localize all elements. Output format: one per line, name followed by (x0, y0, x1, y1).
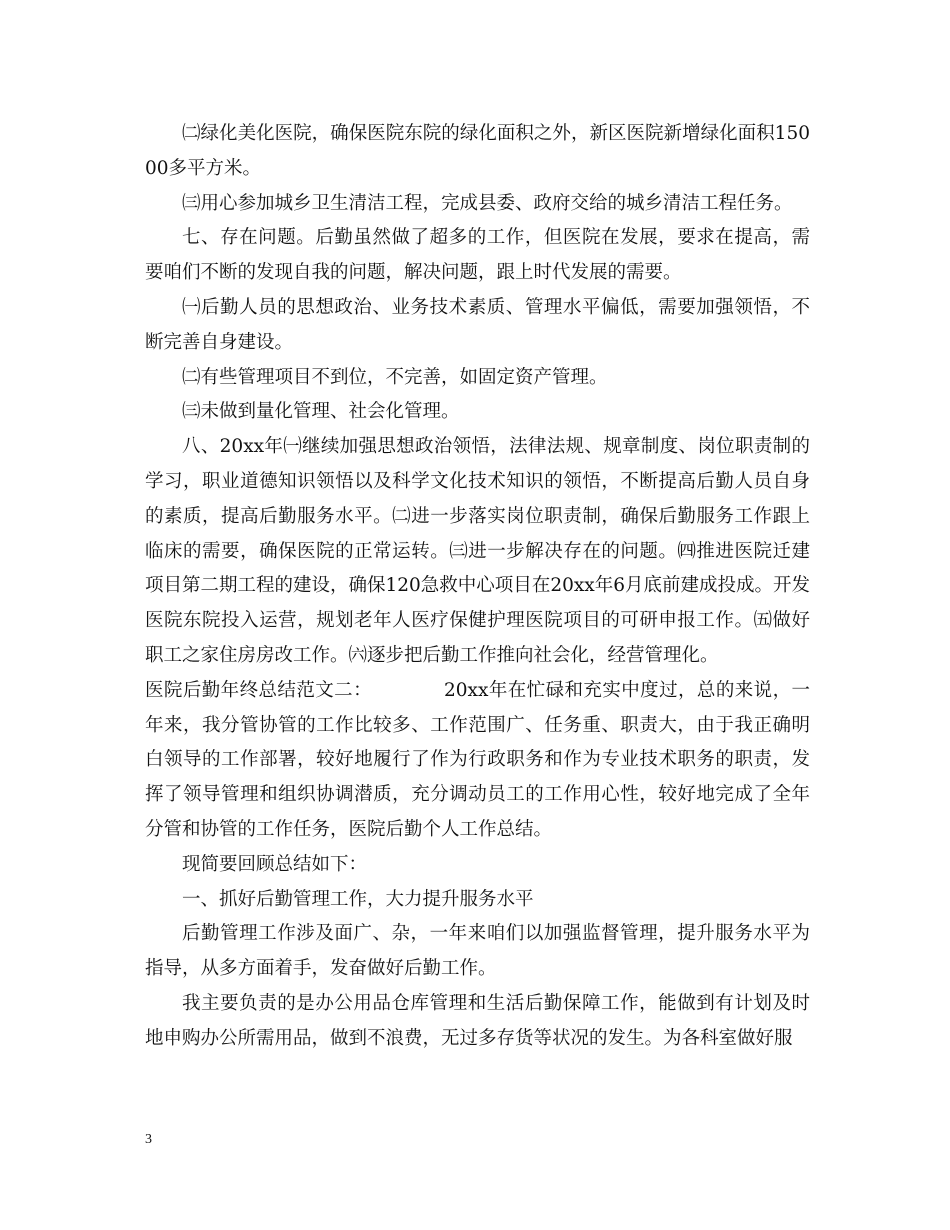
paragraph-problem-3: ㈢未做到量化管理、社会化管理。 (182, 401, 460, 423)
paragraph-problems: 七、存在问题。后勤虽然做了超多的工作，但医院在发展，要求在提高，需要咱们不断的发现自我的问题，解决问题，跟上时代发展的需要。 (145, 227, 810, 284)
section-intro: 20xx年在忙碌和充实中度过，总的来说，一年来，我分管协管的工作比较多、工作范围广、任务重、职责大，由于我正确明白领导的工作部署，较好地履行了作为行政职务和作为专业技术职务的职责，发挥了领导管理和组织协调潜质，充分调动员工的工作用心性，较好地完成了全年分管和协管的工作任务，医院后勤个人工作总结。 (145, 679, 810, 840)
paragraph-responsibility: 我主要负责的是办公用品仓库管理和生活后勤保障工作，能做到有计划及时地申购办公所需用品，做到不浪费，无过多存货等状况的发生。为各科室做好服 (145, 992, 810, 1049)
paragraph-logistics: 后勤管理工作涉及面广、杂，一年来咱们以加强监督管理，提升服务水平为指导，从多方面着手，发奋做好后勤工作。 (145, 923, 810, 980)
document-body (145, 117, 810, 1057)
paragraph-heading-one: 一、抓好后勤管理工作，大力提升服务水平 (182, 888, 534, 910)
paragraph-problem-2: ㈡有些管理项目不到位，不完善，如固定资产管理。 (182, 366, 608, 388)
paragraph-sanitation: ㈢用心参加城乡卫生清洁工程，完成县委、政府交给的城乡清洁工程任务。 (182, 192, 793, 214)
section-title: 医院后勤年终总结范文二： (145, 679, 372, 701)
paragraph-greening: ㈡绿化美化医院，确保医院东院的绿化面积之外，新区医院新增绿化面积15000多平方米。 (145, 123, 810, 179)
paragraph-review: 现简要回顾总结如下： (182, 853, 368, 875)
page-number: 3 (145, 1132, 152, 1147)
paragraph-problem-1: ㈠后勤人员的思想政治、业务技术素质、管理水平偏低，需要加强领悟，不断完善自身建设。 (145, 296, 810, 353)
paragraph-plan: 八、20xx年㈠继续加强思想政治领悟，法律法规、规章制度、岗位职责制的学习，职业道德知识领悟以及科学文化技术知识的领悟，不断提高后勤人员自身的素质，提高后勤服务水平。㈡进一步落实岗位职责制，确保后勤服务工作跟上临床的需要，确保医院的正常运转。㈢进一步解决存在的问题。㈣推进医院迁建项目第二期工程的建设，确保120急救中心项目在20xx年6月底前建成投成。开发医院东院投入运营，规划老年人医疗保健护理医院项目的可研申报工作。㈤做好职工之家住房房改工作。㈥逐步把后勤工作推向社会化，经营管理化。 (145, 436, 810, 666)
section-two (145, 674, 810, 848)
